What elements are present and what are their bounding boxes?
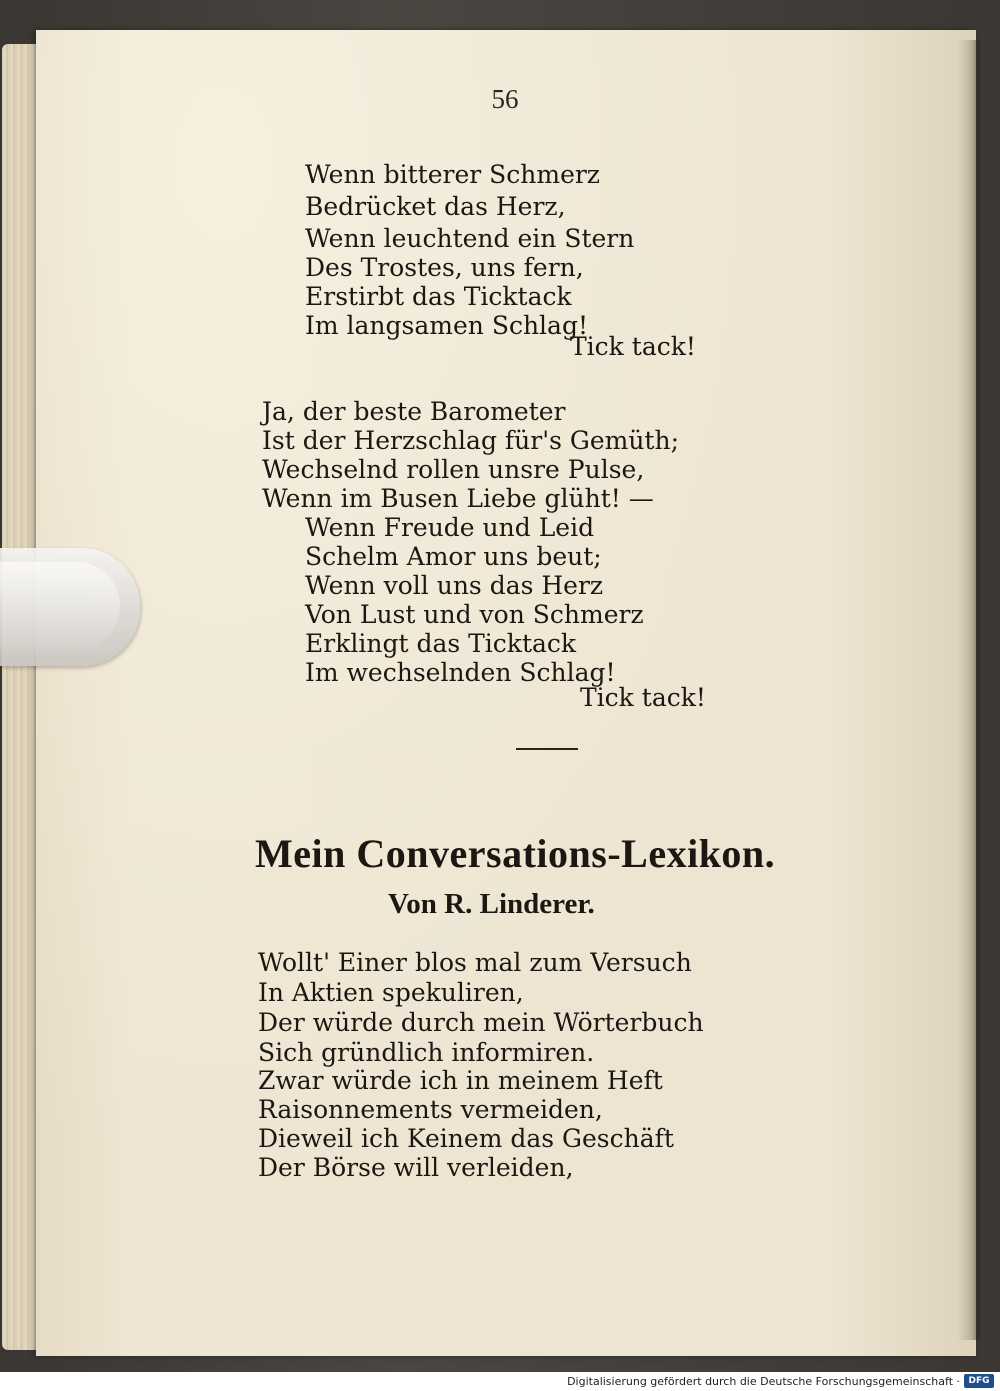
verse-line: Erstirbt das Ticktack — [305, 282, 572, 311]
poem-author: Von R. Linderer. — [388, 888, 595, 920]
dfg-logo-icon: DFG — [964, 1374, 994, 1388]
verse-line: Der würde durch mein Wörterbuch — [258, 1008, 704, 1037]
verse-line: Im wechselnden Schlag! — [305, 658, 616, 687]
verse-line: Zwar würde ich in meinem Heft — [258, 1066, 663, 1095]
refrain-line: Tick tack! — [580, 683, 706, 712]
verse-line: Wollt' Einer blos mal zum Versuch — [258, 948, 692, 977]
verse-line: Wenn im Busen Liebe glüht! — — [262, 484, 654, 513]
verse-line: Raisonnements vermeiden, — [258, 1095, 603, 1124]
verse-line: Dieweil ich Keinem das Geschäft — [258, 1124, 674, 1153]
verse-line: Bedrücket das Herz, — [305, 192, 566, 221]
verse-line: Wechselnd rollen unsre Pulse, — [262, 455, 645, 484]
verse-line: Wenn bitterer Schmerz — [305, 160, 600, 189]
verse-line: Im langsamen Schlag! — [305, 311, 588, 340]
verse-line: Ist der Herzschlag für's Gemüth; — [262, 426, 679, 455]
page-gutter-shadow — [958, 40, 980, 1340]
bookmark-tab-highlight — [0, 562, 120, 650]
verse-line: Erklingt das Ticktack — [305, 629, 577, 658]
verse-line: Der Börse will verleiden, — [258, 1153, 574, 1182]
verse-line: In Aktien spekuliren, — [258, 978, 524, 1007]
verse-line: Sich gründlich informiren. — [258, 1038, 595, 1067]
verse-line: Wenn leuchtend ein Stern — [305, 224, 635, 253]
poem-title: Mein Conversations-Lexikon. — [255, 831, 776, 876]
verse-line: Des Trostes, uns fern, — [305, 253, 584, 282]
section-divider — [516, 748, 578, 750]
verse-line: Wenn Freude und Leid — [305, 513, 595, 542]
verse-line: Schelm Amor uns beut; — [305, 542, 602, 571]
verse-line: Ja, der beste Barometer — [262, 397, 566, 426]
verse-line: Von Lust und von Schmerz — [305, 600, 644, 629]
verse-line: Wenn voll uns das Herz — [305, 571, 604, 600]
refrain-line: Tick tack! — [570, 332, 696, 361]
page-number: 56 — [491, 84, 519, 114]
footer-credit: Digitalisierung gefördert durch die Deutsche Forschungsgemeinschaft · — [567, 1375, 960, 1388]
